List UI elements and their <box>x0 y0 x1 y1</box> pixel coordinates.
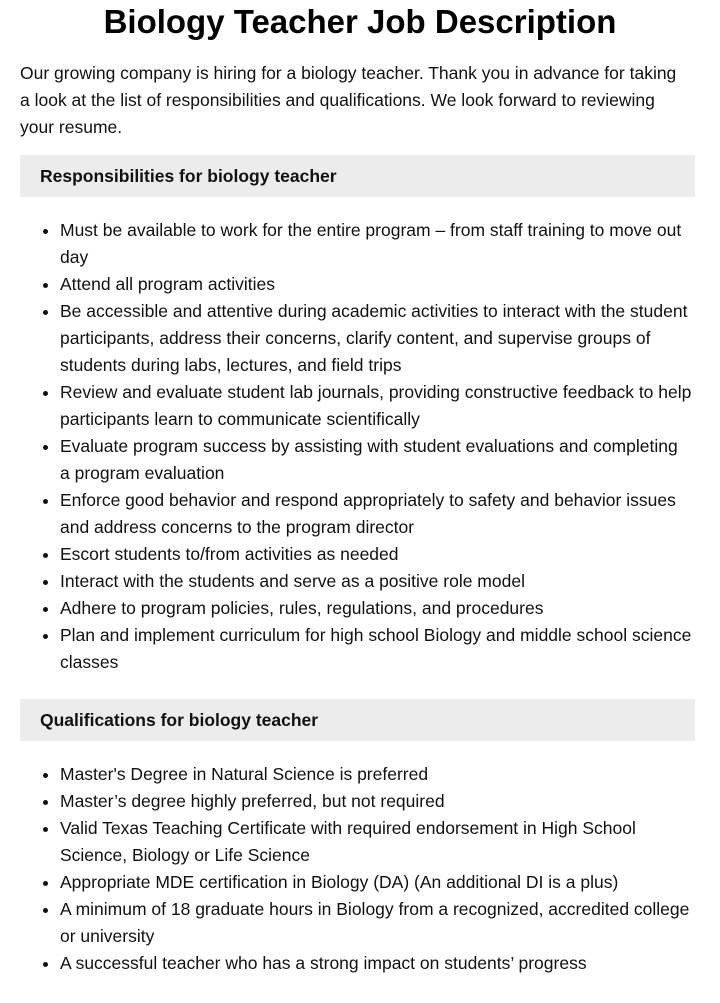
qualifications-heading: Qualifications for biology teacher <box>20 699 695 741</box>
list-item: • Adhere to program policies, rules, regulations, and procedures <box>60 595 692 622</box>
list-item: • Interact with the students and serve as a positive role model <box>60 568 692 595</box>
list-item: • Master's Degree in Natural Science is preferred <box>60 761 692 788</box>
list-item: • Enforce good behavior and respond appropriately to safety and behavior issues and address concerns to the program director <box>60 487 692 541</box>
list-item: • Valid Texas Teaching Certificate with required endorsement in High School Science, Biology or Life Science <box>60 815 692 869</box>
list-item: • Must be available to work for the entire program – from staff training to move out day <box>60 217 692 271</box>
list-item: • Be accessible and attentive during academic activities to interact with the student participants, address their concerns, clarify content, and supervise groups of students during labs, lectures, and field trips <box>60 298 692 379</box>
list-item: • Attend all program activities <box>60 271 692 298</box>
list-item: • Plan and implement curriculum for high school Biology and middle school science classes <box>60 622 692 676</box>
page-title: Biology Teacher Job Description <box>103 3 617 40</box>
responsibilities-heading: Responsibilities for biology teacher <box>20 155 695 197</box>
qualifications-list <box>0 761 692 977</box>
list-item: • Appropriate MDE certification in Biology (DA) (An additional DI is a plus) <box>60 869 692 896</box>
list-item: • Master’s degree highly preferred, but not required <box>60 788 692 815</box>
responsibilities-list <box>0 217 692 676</box>
list-item: • A successful teacher who has a strong impact on students’ progress <box>60 950 692 977</box>
intro-paragraph: Our growing company is hiring for a biology teacher. Thank you in advance for taking a look at the list of responsibilities and qualifications. We look forward to reviewing your resume. <box>20 63 677 137</box>
list-item: • Evaluate program success by assisting with student evaluations and completing a program evaluation <box>60 433 692 487</box>
list-item: • A minimum of 18 graduate hours in Biology from a recognized, accredited college or university <box>60 896 692 950</box>
list-item: • Escort students to/from activities as needed <box>60 541 692 568</box>
list-item: • Review and evaluate student lab journals, providing constructive feedback to help participants learn to communicate scientifically <box>60 379 692 433</box>
